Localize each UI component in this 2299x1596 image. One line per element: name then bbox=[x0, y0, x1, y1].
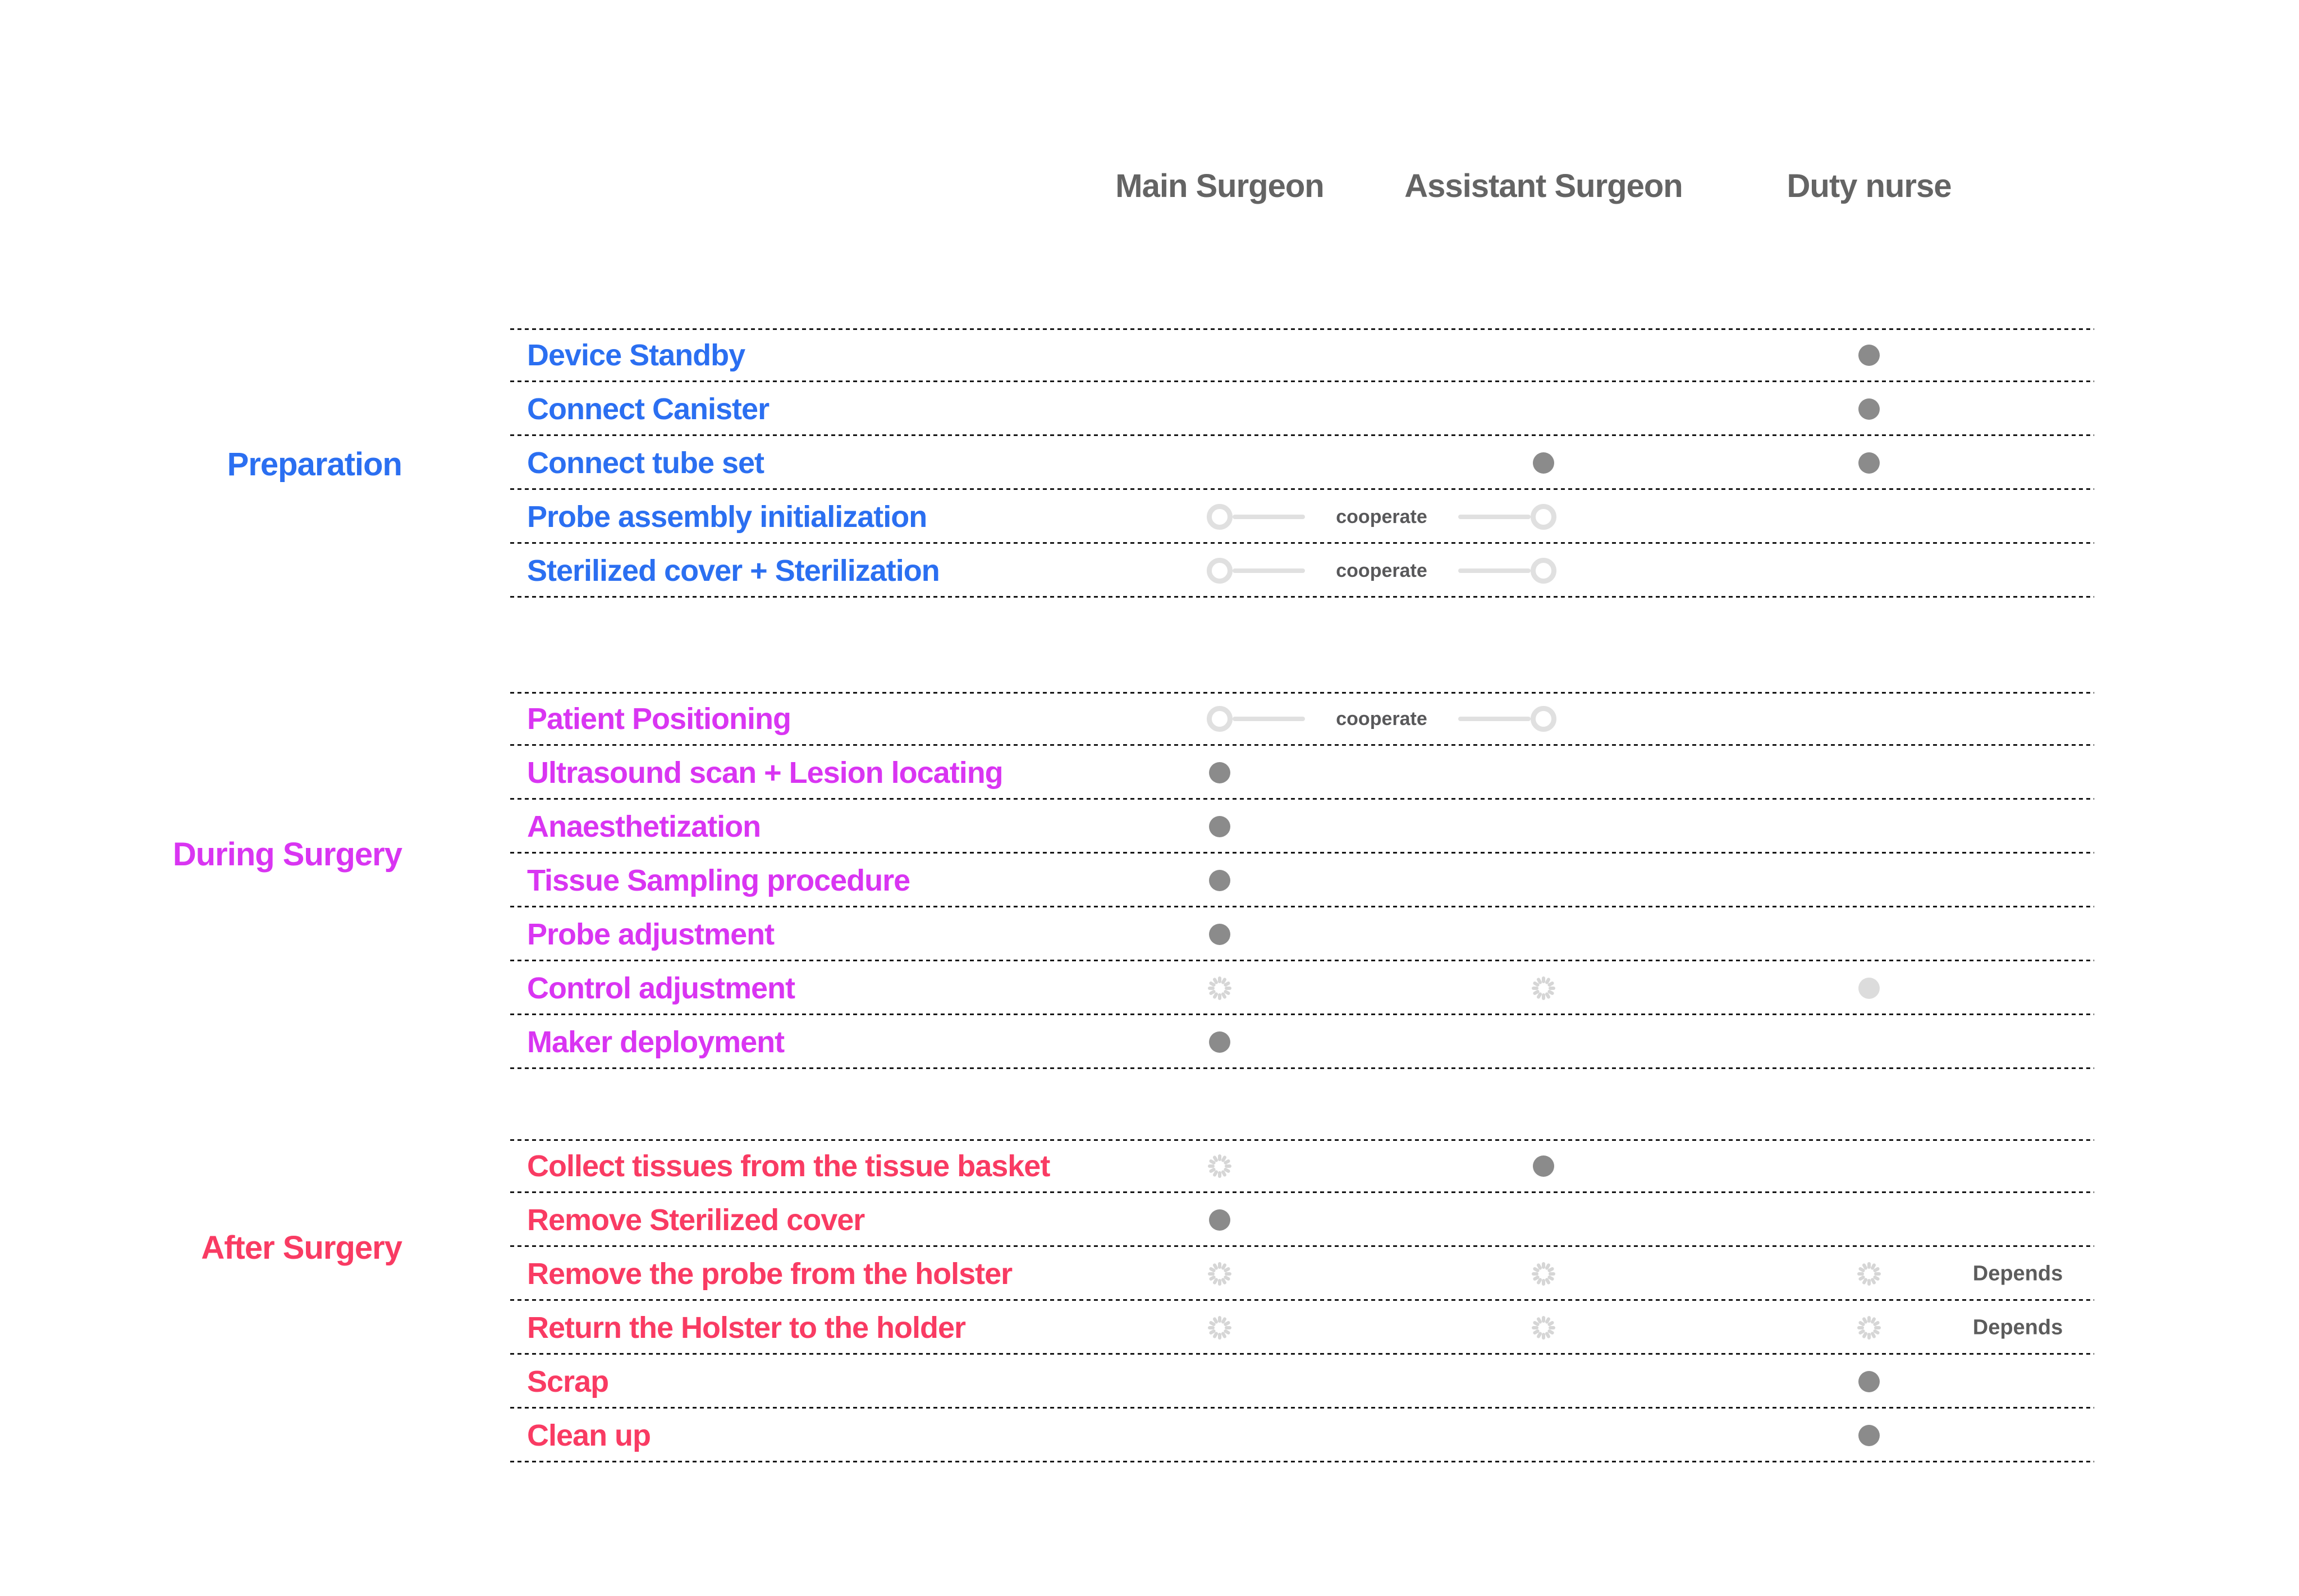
cooperate-line bbox=[1233, 515, 1305, 519]
task-row bbox=[510, 800, 2094, 854]
task-label: Tissue Sampling procedure bbox=[527, 864, 910, 897]
cooperate-ring-main-surgeon bbox=[1207, 706, 1233, 732]
task-row bbox=[510, 1139, 2094, 1193]
section-label-during-surgery: During Surgery bbox=[172, 836, 402, 873]
spinner-icon bbox=[1207, 1315, 1233, 1341]
marker-dot-assistant-column bbox=[1533, 452, 1554, 474]
task-label: Scrap bbox=[527, 1365, 609, 1398]
dot-marker bbox=[1209, 1209, 1230, 1231]
section-preparation bbox=[510, 328, 2094, 598]
cooperate-line bbox=[1458, 717, 1531, 721]
row-divider bbox=[510, 1461, 2094, 1462]
task-label: Probe assembly initialization bbox=[527, 500, 927, 534]
marker-dot-duty-column bbox=[1858, 1425, 1880, 1446]
dot-marker bbox=[1209, 762, 1230, 783]
task-row bbox=[510, 1193, 2094, 1247]
cooperate-line bbox=[1458, 568, 1531, 573]
task-row bbox=[510, 854, 2094, 907]
spinner-icon bbox=[1207, 1153, 1233, 1179]
marker-dot-main-column bbox=[1209, 1209, 1230, 1231]
task-label: Device Standby bbox=[527, 338, 745, 372]
task-row bbox=[510, 1355, 2094, 1409]
task-label: Patient Positioning bbox=[527, 702, 791, 736]
task-label: Sterilized cover + Sterilization bbox=[527, 554, 940, 588]
task-label: Connect tube set bbox=[527, 446, 764, 480]
marker-spinner-duty-column bbox=[1856, 1315, 1882, 1341]
cooperate-ring-assistant-surgeon bbox=[1531, 558, 1556, 584]
section-during-surgery bbox=[510, 692, 2094, 1069]
marker-spinner-main-column bbox=[1207, 1153, 1233, 1179]
dot-marker bbox=[1858, 452, 1880, 474]
task-label: Anaesthetization bbox=[527, 810, 761, 843]
marker-dot-duty-column bbox=[1858, 452, 1880, 474]
marker-spinner-duty-column bbox=[1856, 1261, 1882, 1287]
marker-dot-main-column bbox=[1209, 924, 1230, 945]
marker-spinner-assistant-column bbox=[1531, 1261, 1556, 1287]
marker-dot-main-column bbox=[1209, 762, 1230, 783]
spinner-icon bbox=[1856, 1261, 1882, 1287]
depends-note: Depends bbox=[1972, 1315, 2063, 1340]
row-divider bbox=[510, 1067, 2094, 1069]
task-row bbox=[510, 692, 2094, 746]
task-label: Return the Holster to the holder bbox=[527, 1311, 966, 1345]
section-after-surgery bbox=[510, 1139, 2094, 1462]
dot-marker bbox=[1533, 1155, 1554, 1177]
section-label-preparation: Preparation bbox=[227, 446, 402, 483]
spinner-icon bbox=[1531, 1261, 1556, 1287]
task-row bbox=[510, 746, 2094, 800]
marker-dot-assistant-column bbox=[1533, 1155, 1554, 1177]
dot-marker bbox=[1209, 870, 1230, 891]
section-label-after-surgery: After Surgery bbox=[201, 1230, 402, 1266]
task-row bbox=[510, 907, 2094, 961]
task-row bbox=[510, 1301, 2094, 1355]
marker-dot-light-duty-column bbox=[1858, 978, 1880, 999]
cooperate-line bbox=[1233, 717, 1305, 721]
marker-spinner-main-column bbox=[1207, 1261, 1233, 1287]
cooperate-connector bbox=[1207, 706, 1556, 732]
task-row bbox=[510, 544, 2094, 598]
spinner-icon bbox=[1531, 975, 1556, 1001]
dot-marker bbox=[1858, 1425, 1880, 1446]
task-row bbox=[510, 328, 2094, 382]
cooperate-ring-assistant-surgeon bbox=[1531, 504, 1556, 530]
task-row bbox=[510, 1015, 2094, 1069]
column-header-assistant-surgeon: Assistant Surgeon bbox=[1404, 168, 1683, 204]
dot-marker bbox=[1209, 924, 1230, 945]
cooperate-ring-main-surgeon bbox=[1207, 504, 1233, 530]
dot-marker bbox=[1209, 1031, 1230, 1053]
row-divider bbox=[510, 596, 2094, 598]
spinner-icon bbox=[1207, 975, 1233, 1001]
marker-spinner-main-column bbox=[1207, 975, 1233, 1001]
dot-marker bbox=[1858, 1371, 1880, 1392]
dot-marker bbox=[1533, 452, 1554, 474]
task-label: Collect tissues from the tissue basket bbox=[527, 1149, 1050, 1183]
marker-dot-main-column bbox=[1209, 1031, 1230, 1053]
marker-dot-duty-column bbox=[1858, 398, 1880, 420]
cooperate-label: cooperate bbox=[1336, 708, 1427, 730]
task-row bbox=[510, 436, 2094, 490]
task-label: Ultrasound scan + Lesion locating bbox=[527, 756, 1003, 790]
column-header-main-surgeon: Main Surgeon bbox=[1115, 168, 1324, 204]
dot-marker bbox=[1858, 398, 1880, 420]
depends-note: Depends bbox=[1972, 1262, 2063, 1286]
cooperate-connector bbox=[1207, 504, 1556, 530]
cooperate-label: cooperate bbox=[1336, 559, 1427, 581]
marker-dot-main-column bbox=[1209, 870, 1230, 891]
marker-dot-main-column bbox=[1209, 816, 1230, 837]
cooperate-line bbox=[1233, 568, 1305, 573]
task-label: Remove the probe from the holster bbox=[527, 1257, 1013, 1291]
task-label: Remove Sterilized cover bbox=[527, 1203, 865, 1237]
task-label: Clean up bbox=[527, 1419, 651, 1452]
cooperate-ring-assistant-surgeon bbox=[1531, 706, 1556, 732]
marker-dot-duty-column bbox=[1858, 345, 1880, 366]
task-row bbox=[510, 382, 2094, 436]
spinner-icon bbox=[1856, 1315, 1882, 1341]
spinner-icon bbox=[1531, 1315, 1556, 1341]
marker-spinner-main-column bbox=[1207, 1315, 1233, 1341]
task-row bbox=[510, 961, 2094, 1015]
marker-dot-duty-column bbox=[1858, 1371, 1880, 1392]
marker-spinner-assistant-column bbox=[1531, 975, 1556, 1001]
column-header-duty-nurse: Duty nurse bbox=[1787, 168, 1952, 204]
task-label: Control adjustment bbox=[527, 971, 795, 1005]
task-row bbox=[510, 1409, 2094, 1462]
dot-marker bbox=[1209, 816, 1230, 837]
task-row bbox=[510, 490, 2094, 544]
marker-spinner-assistant-column bbox=[1531, 1315, 1556, 1341]
light-dot-marker bbox=[1858, 978, 1880, 999]
task-label: Maker deployment bbox=[527, 1025, 785, 1059]
task-label: Connect Canister bbox=[527, 392, 770, 426]
cooperate-connector bbox=[1207, 558, 1556, 584]
cooperate-line bbox=[1458, 515, 1531, 519]
task-row bbox=[510, 1247, 2094, 1301]
dot-marker bbox=[1858, 345, 1880, 366]
spinner-icon bbox=[1207, 1261, 1233, 1287]
task-label: Probe adjustment bbox=[527, 918, 775, 951]
cooperate-ring-main-surgeon bbox=[1207, 558, 1233, 584]
cooperate-label: cooperate bbox=[1336, 506, 1427, 528]
